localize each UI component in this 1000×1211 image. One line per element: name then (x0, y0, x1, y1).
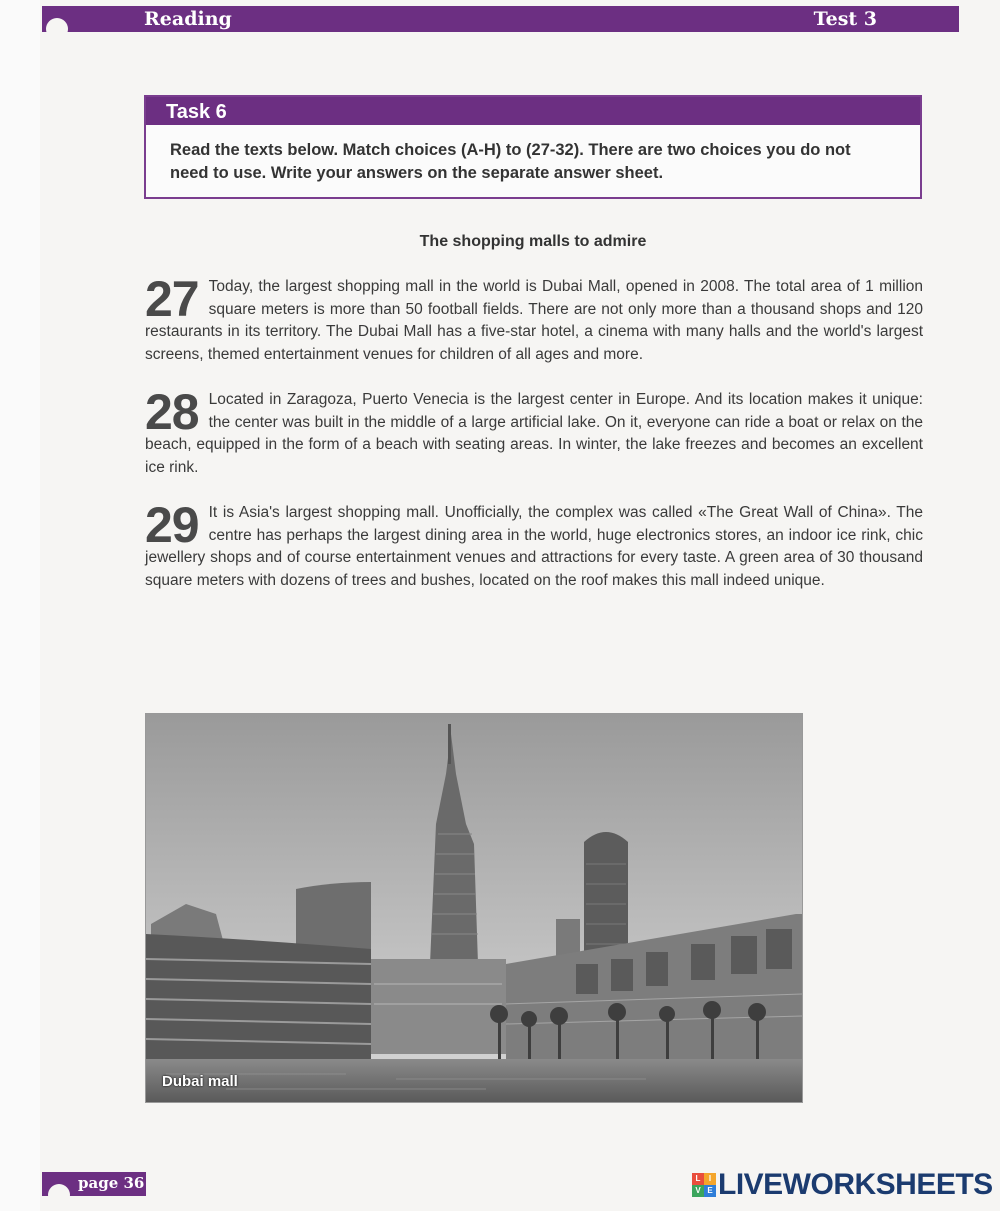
paragraph-number: 28 (145, 384, 199, 440)
logo-letter: I (704, 1173, 716, 1185)
instruction-line-1: Read the texts below. Match choices (A-H) to (27-32). There are two choices you do not (170, 141, 851, 159)
paragraph-text: Located in Zaragoza, Puerto Venecia is the largest center in Europe. And its location makes it unique: the center was built in the middle of a large artificial lake. On it, everyone can ride a boat or relax on the beach, equipped in the form of a beach with seating areas. In winter, the lake freezes and becomes an excellent ice rink. (145, 391, 923, 476)
logo-letter: V (692, 1185, 704, 1197)
page-tab-notch (48, 1184, 70, 1206)
liveworksheets-logo[interactable] (692, 1170, 993, 1200)
task-box (144, 95, 922, 199)
photo-caption: Dubai mall (162, 1073, 238, 1090)
paragraph-28 (145, 384, 923, 479)
test-title: Test 3 (813, 8, 877, 30)
page-number: page 36 (78, 1174, 145, 1192)
header-bar (42, 6, 959, 32)
dubai-mall-illustration (146, 714, 802, 1102)
paragraph-text: Today, the largest shopping mall in the world is Dubai Mall, opened in 2008. The total area of 1 million square meters is more than 50 football fields. There are not only more than a thousand shops and 120 restaurants in its territory. The Dubai Mall has a five-star hotel, a cinema with many halls and the world's largest screens, themed entertainment venues for children of all ages and more. (145, 278, 923, 363)
paragraph-27 (145, 271, 923, 366)
page-number-tab (42, 1172, 146, 1196)
logo-letter: L (692, 1173, 704, 1185)
logo-letter: E (704, 1185, 716, 1197)
paragraph-number: 27 (145, 271, 199, 327)
paragraph-29 (145, 497, 923, 592)
task-title: Task 6 (146, 97, 920, 125)
paragraph-number: 29 (145, 497, 199, 553)
header-tab-notch (46, 18, 68, 40)
liveworksheets-icon (692, 1173, 716, 1197)
section-title: Reading (144, 8, 232, 30)
instruction-line-2: need to use. Write your answers on the separate answer sheet. (170, 164, 664, 182)
page-left-edge (0, 0, 40, 1211)
logo-text: LIVEWORKSHEETS (718, 1168, 993, 1201)
article-title: The shopping malls to admire (419, 233, 647, 250)
task-instructions (146, 125, 920, 185)
paragraph-text: It is Asia's largest shopping mall. Unofficially, the complex was called «The Great Wall of China». The centre has perhaps the largest dining area in the world, huge electronics stores, an indoor ice rink, chic jewellery shops and of course entertainment venues and attractions for every taste. A green area of 30 thousand square meters with dozens of trees and bushes, located on the roof makes this mall indeed unique. (145, 504, 923, 589)
dubai-mall-photo (145, 713, 803, 1103)
